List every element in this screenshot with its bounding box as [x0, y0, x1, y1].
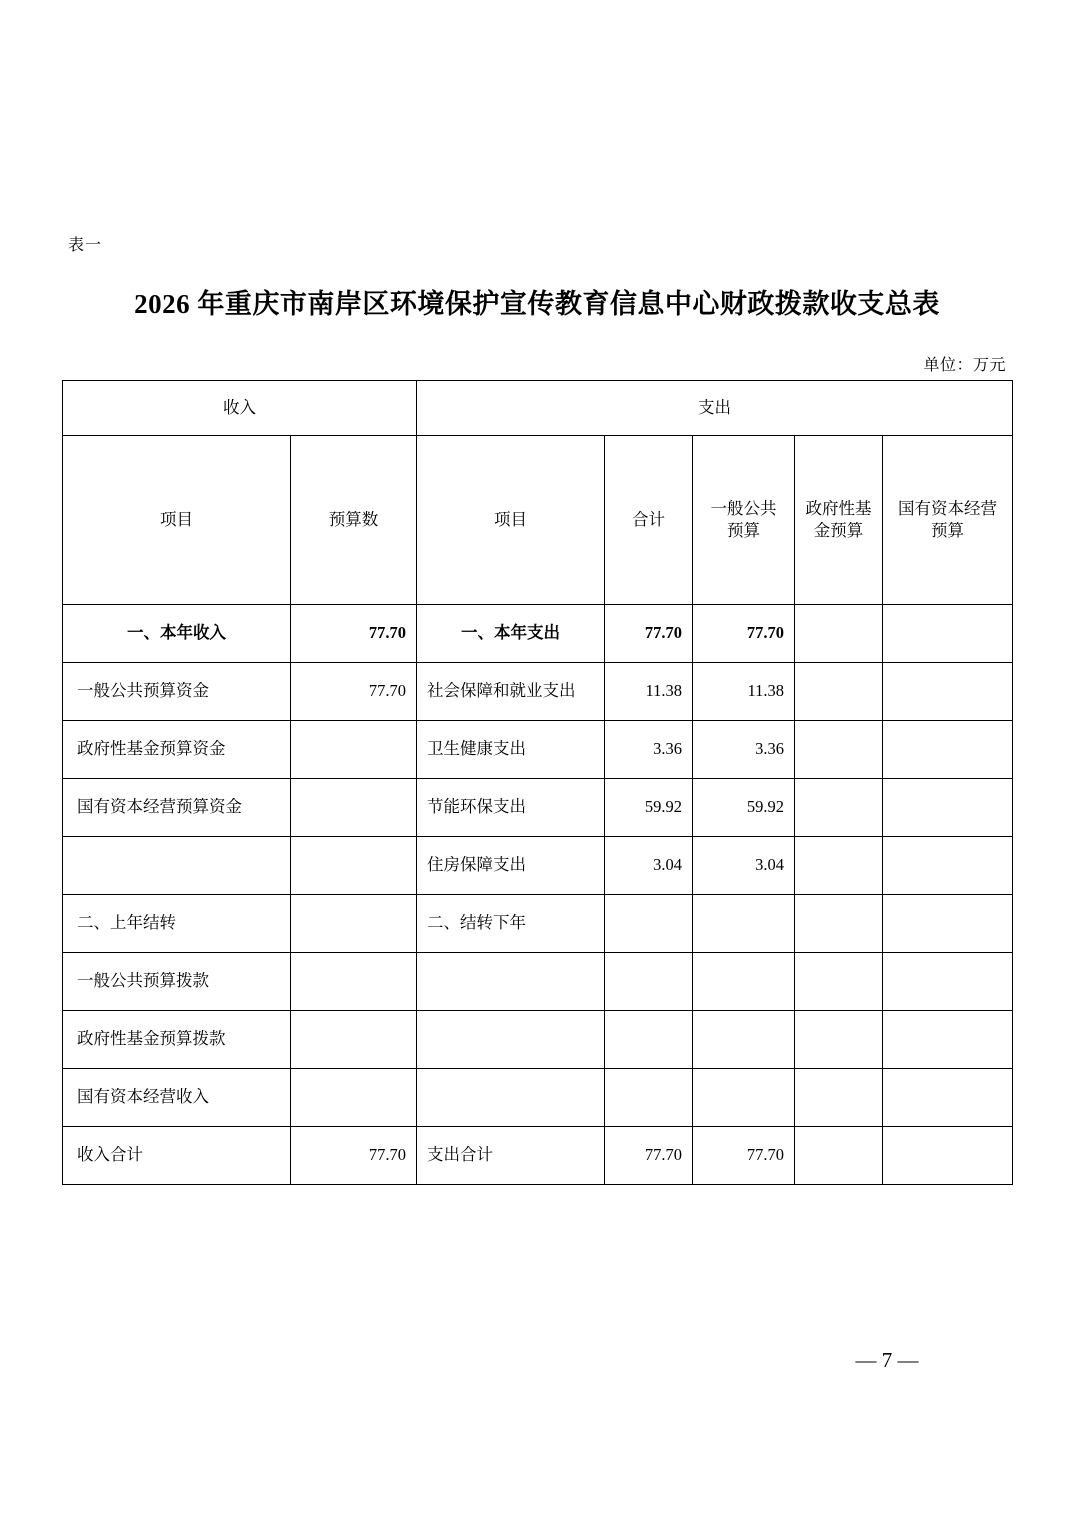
cell-exp-total: 3.36	[605, 721, 693, 779]
cell-exp-item: 卫生健康支出	[417, 721, 605, 779]
cell-exp-total: 77.70	[605, 605, 693, 663]
cell-exp-total: 11.38	[605, 663, 693, 721]
cell-exp-item: 社会保障和就业支出	[417, 663, 605, 721]
cell-income-budget: 77.70	[291, 1127, 417, 1185]
cell-exp-item	[417, 1069, 605, 1127]
table-row	[63, 895, 1013, 953]
cell-exp-total: 3.04	[605, 837, 693, 895]
cell-exp-total	[605, 1011, 693, 1069]
cell-exp-total	[605, 953, 693, 1011]
table-row	[63, 663, 1013, 721]
cell-exp-fund	[795, 895, 883, 953]
cell-exp-fund	[795, 663, 883, 721]
table-row	[63, 837, 1013, 895]
cell-exp-general: 59.92	[693, 779, 795, 837]
cell-income-budget: 77.70	[291, 605, 417, 663]
cell-exp-fund	[795, 953, 883, 1011]
cell-exp-item: 一、本年支出	[417, 605, 605, 663]
cell-exp-general: 77.70	[693, 605, 795, 663]
cell-exp-fund	[795, 605, 883, 663]
cell-exp-capital	[883, 721, 1013, 779]
cell-income-item: 政府性基金预算拨款	[63, 1011, 291, 1069]
cell-exp-total	[605, 895, 693, 953]
cell-income-item: 国有资本经营预算资金	[63, 779, 291, 837]
page-footer	[0, 1348, 1074, 1373]
cell-exp-general: 77.70	[693, 1127, 795, 1185]
cell-exp-total	[605, 1069, 693, 1127]
cell-income-item: 一、本年收入	[63, 605, 291, 663]
cell-exp-fund	[795, 837, 883, 895]
cell-income-item: 一般公共预算拨款	[63, 953, 291, 1011]
cell-income-budget: 77.70	[291, 663, 417, 721]
cell-exp-general: 11.38	[693, 663, 795, 721]
cell-income-item	[63, 837, 291, 895]
cell-income-item: 收入合计	[63, 1127, 291, 1185]
column-header-exp-item: 项目	[417, 436, 605, 605]
cell-exp-item: 支出合计	[417, 1127, 605, 1185]
cell-exp-total: 77.70	[605, 1127, 693, 1185]
budget-table	[62, 380, 1013, 1185]
page-number: — 7 —	[855, 1348, 919, 1372]
table-row	[63, 721, 1013, 779]
table-group-header-row	[63, 381, 1013, 436]
table-row	[63, 779, 1013, 837]
cell-exp-capital	[883, 605, 1013, 663]
cell-exp-item	[417, 953, 605, 1011]
cell-exp-fund	[795, 779, 883, 837]
cell-income-item: 二、上年结转	[63, 895, 291, 953]
cell-exp-general	[693, 1069, 795, 1127]
budget-table-wrapper	[62, 380, 1012, 1185]
table-row	[63, 1069, 1013, 1127]
cell-income-budget	[291, 779, 417, 837]
column-header-exp-general: 一般公共预算	[693, 436, 795, 605]
cell-exp-general: 3.04	[693, 837, 795, 895]
cell-exp-general: 3.36	[693, 721, 795, 779]
unit-note: 单位：万元	[923, 357, 1006, 374]
cell-exp-capital	[883, 1069, 1013, 1127]
cell-exp-general	[693, 1011, 795, 1069]
cell-exp-capital	[883, 779, 1013, 837]
cell-exp-general	[693, 895, 795, 953]
column-header-income-budget: 预算数	[291, 436, 417, 605]
cell-exp-fund	[795, 1127, 883, 1185]
cell-income-item: 一般公共预算资金	[63, 663, 291, 721]
column-header-exp-total: 合计	[605, 436, 693, 605]
cell-income-budget	[291, 953, 417, 1011]
cell-exp-fund	[795, 1069, 883, 1127]
table-row	[63, 1127, 1013, 1185]
group-header-expenditure: 支出	[417, 381, 1013, 436]
column-header-income-item: 项目	[63, 436, 291, 605]
cell-exp-fund	[795, 721, 883, 779]
table-label: 表一	[68, 237, 103, 254]
cell-exp-capital	[883, 837, 1013, 895]
cell-exp-capital	[883, 895, 1013, 953]
table-column-header-row	[63, 436, 1013, 605]
table-row	[63, 953, 1013, 1011]
cell-exp-item: 节能环保支出	[417, 779, 605, 837]
cell-exp-item: 二、结转下年	[417, 895, 605, 953]
cell-income-item: 国有资本经营收入	[63, 1069, 291, 1127]
cell-exp-capital	[883, 1127, 1013, 1185]
cell-income-budget	[291, 895, 417, 953]
cell-exp-capital	[883, 663, 1013, 721]
group-header-income: 收入	[63, 381, 417, 436]
cell-exp-fund	[795, 1011, 883, 1069]
column-header-exp-capital: 国有资本经营预算	[883, 436, 1013, 605]
cell-exp-item	[417, 1011, 605, 1069]
table-row	[63, 605, 1013, 663]
cell-income-budget	[291, 1011, 417, 1069]
column-header-exp-fund: 政府性基金预算	[795, 436, 883, 605]
cell-exp-capital	[883, 953, 1013, 1011]
cell-exp-item: 住房保障支出	[417, 837, 605, 895]
cell-exp-capital	[883, 1011, 1013, 1069]
cell-income-budget	[291, 721, 417, 779]
cell-exp-general	[693, 953, 795, 1011]
cell-exp-total: 59.92	[605, 779, 693, 837]
table-row	[63, 1011, 1013, 1069]
cell-income-budget	[291, 837, 417, 895]
cell-income-budget	[291, 1069, 417, 1127]
cell-income-item: 政府性基金预算资金	[63, 721, 291, 779]
page-title: 2026 年重庆市南岸区环境保护宣传教育信息中心财政拨款收支总表	[134, 289, 940, 319]
